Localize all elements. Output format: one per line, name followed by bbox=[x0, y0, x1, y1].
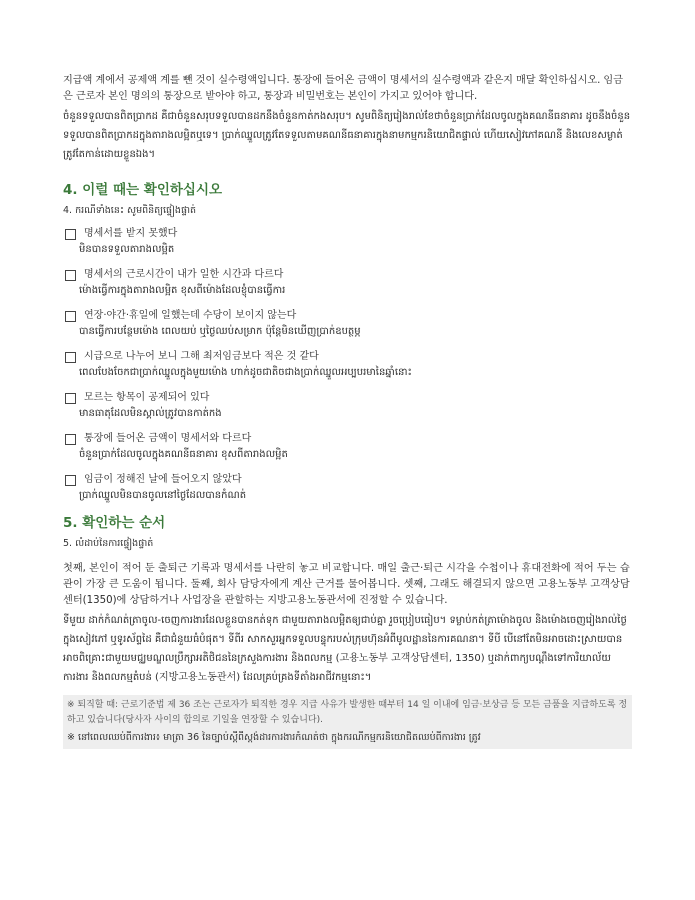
intro-paragraph-korean: 지급액 계에서 공제액 계를 뺀 것이 실수령액입니다. 통장에 들어온 금액이 명세서의 실수령액과 같은지 매달 확인하십시오. 임금은 근로자 본인 명의의 통장으로 받아야 하고, 통장과 비밀번호는 본인이 가지고 있어야 합니다. bbox=[63, 75, 623, 102]
checklist-item bbox=[63, 349, 632, 381]
checkbox-icon bbox=[65, 270, 76, 281]
checklist-item-khmer: មិនបានទទួលតារាងលម្អិត bbox=[79, 244, 175, 255]
checklist-item-khmer: បានធ្វើការបន្ថែមម៉ោង ពេលយប់ ឬថ្ងៃឈប់សម្រាក ប៉ុន្តែមិនឃើញប្រាក់ឧបត្ថម្ភ bbox=[79, 326, 361, 337]
section-5-subheading: 5. លំដាប់នៃការផ្ទៀងផ្ទាត់ bbox=[63, 538, 154, 549]
checklist-item-korean: 모르는 항목이 공제되어 있다 bbox=[84, 392, 210, 403]
checkbox-icon bbox=[65, 352, 76, 363]
section-5-heading: 5. 확인하는 순서 bbox=[63, 515, 166, 531]
checklist-item-korean: 시급으로 나누어 보니 그해 최저임금보다 적은 것 같다 bbox=[84, 351, 319, 362]
checklist-item bbox=[63, 267, 632, 299]
checklist-item-korean: 명세서를 받지 못했다 bbox=[84, 228, 178, 239]
checkbox-icon bbox=[65, 434, 76, 445]
checklist-item-korean: 명세서의 근로시간이 내가 일한 시간과 다르다 bbox=[84, 269, 284, 280]
checklist-item-khmer: ចំនួនប្រាក់ដែលចូលក្នុងគណនីធនាគារ ខុសពីតារាងលម្អិត bbox=[79, 449, 288, 460]
checklist-item bbox=[63, 308, 632, 340]
checklist-item-khmer: ម៉ោងធ្វើការក្នុងតារាងលម្អិត ខុសពីម៉ោងដែលខ្ញុំបានធ្វើការ bbox=[79, 285, 286, 296]
steps-paragraph-khmer: ទីមួយ ដាក់កំណត់ត្រាចូល-ចេញការងារដែលខ្លួនបានកត់ទុក ជាមួយតារាងលម្អិតឲ្យជាប់គ្នា រួចប្រៀបធៀប។ ទម្លាប់កត់ត្រាម៉ោងចូល និងម៉ោងចេញរៀងរាល់ថ្ងៃក្នុងសៀវភៅ ឬទូរស័ព្ទដៃ គឺជាជំនួយធំបំផុត។ ទីពីរ សាកសួរអ្នកទទួលបន្ទុករបស់ក្រុមហ៊ុនអំពីមូលដ្ឋាននៃការគណនា។ ទីបី បើនៅតែមិនអាចដោះស្រាយបាន អាចពិគ្រោះជាមួយមជ្ឈមណ្ឌលប្រឹក្សាអតិថិជននៃក្រសួងការងារ និងពលកម្ម (고용노동부 고객상담센터, 1350) ឬដាក់ពាក្យបណ្តឹងទៅការិយាល័យការងារ និងពលកម្មតំបន់ (지방고용노동관서) ដែលគ្រប់គ្រងទីតាំងអាជីវកម្មនោះ។ bbox=[63, 615, 627, 683]
note-khmer: ※ នៅពេលឈប់ពីការងារ៖ មាត្រា 36 នៃច្បាប់ស្តីពីស្តង់ដារការងារកំណត់ថា ក្នុងករណីកម្មករនិយោជិតឈប់ពីការងារ ត្រូវ bbox=[67, 732, 481, 743]
checklist-item-korean: 통장에 들어온 금액이 명세서와 다르다 bbox=[84, 433, 252, 444]
checklist-item bbox=[63, 390, 632, 422]
checkbox-icon bbox=[65, 229, 76, 240]
checkbox-icon bbox=[65, 475, 76, 486]
checklist-item bbox=[63, 472, 632, 504]
checklist-item-khmer: ប្រាក់ឈ្នួលមិនបានចូលនៅថ្ងៃដែលបានកំណត់ bbox=[79, 490, 247, 501]
section-4-subheading: 4. ករណីទាំងនេះ សូមពិនិត្យផ្ទៀងផ្ទាត់ bbox=[63, 205, 197, 216]
checklist bbox=[63, 226, 632, 504]
checklist-item bbox=[63, 431, 632, 463]
section-4-heading: 4. 이럴 때는 확인하십시오 bbox=[63, 182, 223, 198]
note-box bbox=[63, 695, 632, 749]
checklist-item-korean: 연장·야간·휴일에 일했는데 수당이 보이지 않는다 bbox=[84, 310, 297, 321]
checkbox-icon bbox=[65, 393, 76, 404]
checklist-item-khmer: ពេលបែងចែកជាប្រាក់ឈ្នួលក្នុងមួយម៉ោង ហាក់ដូចជាតិចជាងប្រាក់ឈ្នួលអប្បបរមានៃឆ្នាំនោះ bbox=[79, 367, 412, 378]
checklist-item-korean: 임금이 정해진 날에 들어오지 않았다 bbox=[84, 474, 242, 485]
checklist-item-khmer: មានធាតុដែលមិនស្គាល់ត្រូវបានកាត់កង bbox=[79, 408, 222, 419]
checkbox-icon bbox=[65, 311, 76, 322]
checklist-item bbox=[63, 226, 632, 258]
intro-paragraph-khmer: ចំនួនទទួលបានពិតប្រាកដ គឺជាចំនួនសរុបទទួលបានដកនឹងចំនួនកាត់កងសរុប។ សូមពិនិត្យរៀងរាល់ខែថាចំនួនប្រាក់ដែលចូលក្នុងគណនីធនាគារ ដូចនឹងចំនួនទទួលបានពិតប្រាកដក្នុងតារាងលម្អិតឬទេ។ ប្រាក់ឈ្នួលត្រូវតែទទួលតាមគណនីធនាគារក្នុងនាមកម្មករនិយោជិតផ្ទាល់ ហើយសៀវភៅគណនី និងលេខសម្ងាត់ត្រូវតែកាន់ដោយខ្លួនឯង។ bbox=[63, 111, 631, 160]
steps-paragraph-korean: 첫째, 본인이 적어 둔 출퇴근 기록과 명세서를 나란히 놓고 비교합니다. 매일 출근·퇴근 시각을 수첩이나 휴대전화에 적어 두는 습관이 가장 큰 도움이 됩니다. 둘째, 회사 담당자에게 계산 근거를 물어봅니다. 셋째, 그래도 해결되지 않으면 고용노동부 고객상담센터(1350)에 상담하거나 사업장을 관할하는 지방고용노동관서에 진정할 수 있습니다. bbox=[63, 563, 630, 606]
note-korean: ※ 퇴직할 때: 근로기준법 제 36 조는 근로자가 퇴직한 경우 지급 사유가 발생한 때부터 14 일 이내에 임금·보상금 등 모든 금품을 지급하도록 정하고 있습니다(당사자 사이의 합의로 기일을 연장할 수 있습니다). bbox=[67, 700, 628, 725]
